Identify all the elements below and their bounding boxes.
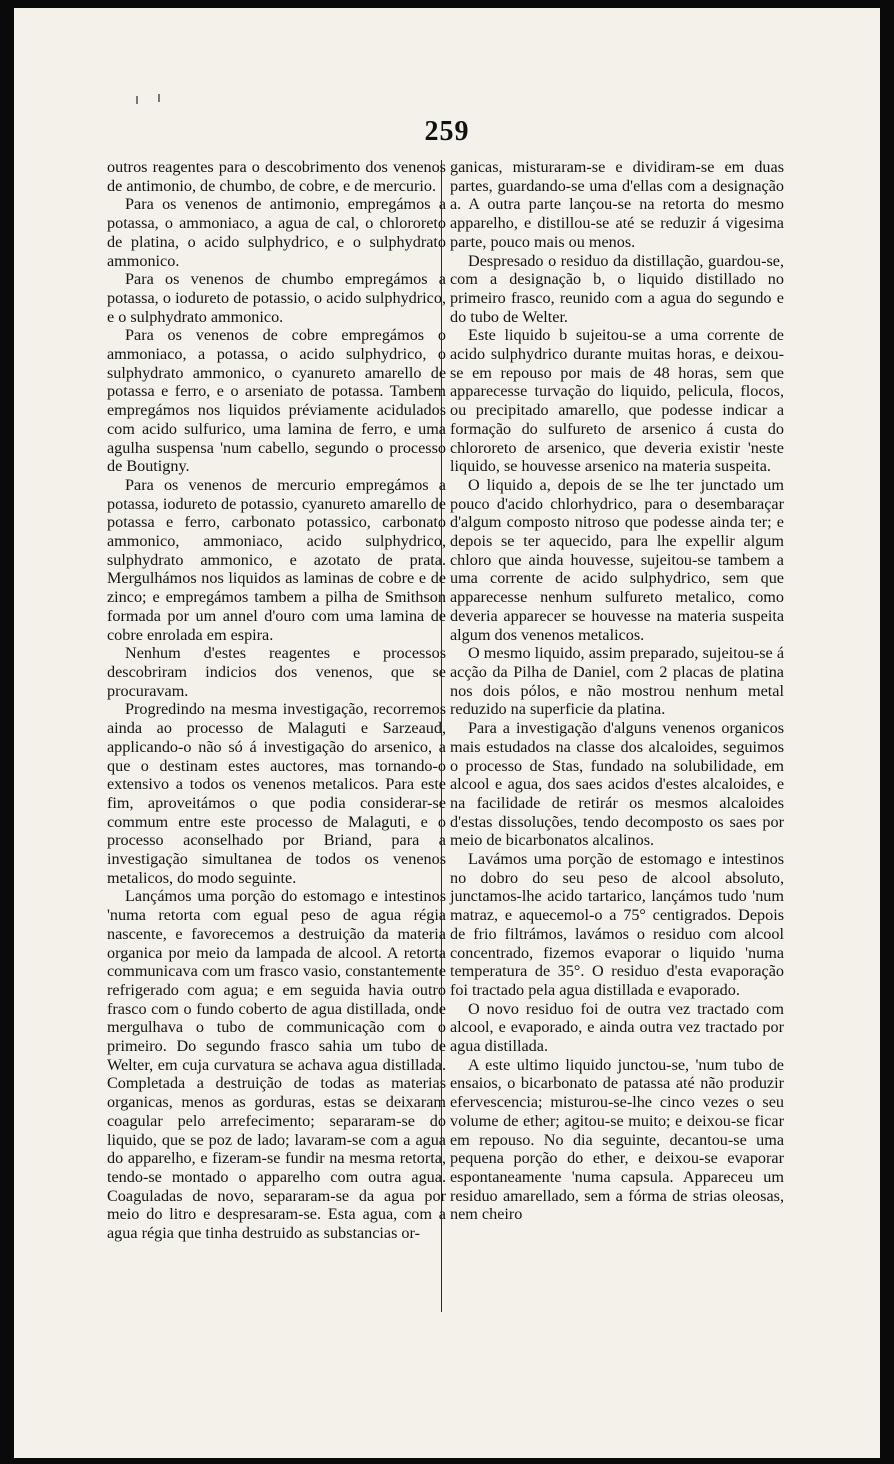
paragraph: Despresado o residuo da distillação, guardou-se, com a designação b, o liquido distillado no primeiro frasco, reunido com a agua do segundo e do tubo de Welter. <box>450 251 784 326</box>
paragraph: A este ultimo liquido junctou-se, 'num tubo de ensaios, o bicarbonato de patassa até não produzir efervescencia; misturou-se-lhe cinco vezes o seu volume de ether; agitou-se muito; e deixou-se ficar em repouso. No dia seguinte, decantou-se uma pequena porção do ether, e deixou-se evaporar espontaneamente 'numa capsula. Appareceu um residuo amarellado, sem a fórma de strias oleosas, nem cheiro <box>450 1055 784 1224</box>
paragraph: O liquido a, depois de se lhe ter junctado um pouco d'acido chlorhydrico, para o desembaraçar d'algum composto nitroso que podesse ainda ter; e depois se ter aquecido, para lhe expellir algum chloro que ainda houvesse, sujeitou-se tambem a uma corrente de acido sulphydrico, sem que apparecesse nenhum sulfureto metalico, como deveria apparecer se houvesse na materia suspeita algum dos venenos metalicos. <box>450 475 784 644</box>
paragraph: Para os venenos de mercurio empregámos a potassa, iodureto de potassio, cyanureto amarello de potassa e ferro, carbonato potassico, carbonato ammonico, ammoniaco, acido sulphydrico, sulphydrato ammonico, e azotato de prata. Mergulhámos nos liquidos as laminas de cobre e de zinco; e empregámos tambem a pilha de Smithson formada por um annel d'ouro com uma lamina de cobre enrolada em espira. <box>107 475 446 644</box>
paragraph: outros reagentes para o descobrimento dos venenos de antimonio, de chumbo, de cobre, e de mercurio. <box>107 158 446 195</box>
paragraph: O novo residuo foi de outra vez tractado com alcool, e evaporado, e ainda outra vez tractado por agua distillada. <box>450 999 784 1056</box>
paragraph: Para a investigação d'alguns venenos organicos mais estudados na classe dos alcaloides, seguimos o processo de Stas, fundado na solubilidade, em alcool e agua, dos saes acidos d'estes alcaloides, e na facilidade de retirár os mesmos alcaloides d'estas dissoluções, tendo decomposto os saes por meio de bicarbonatos alcalinos. <box>450 719 784 850</box>
right-text-column <box>450 158 784 1224</box>
paragraph: Lançámos uma porção do estomago e intestinos 'numa retorta com egual peso de agua régia nascente, e favorecemos a destruição da materia organica por meio da lampada de alcool. A retorta communicava com um frasco vasio, constantemente refrigerado com agua; e em seguida havia outro frasco com o fundo coberto de agua distillada, onde mergulhava o tubo de communicação com o primeiro. Do segundo frasco sahia um tubo de Welter, em cuja curvatura se achava agua distillada. Completada a destruição de todas as materias organicas, menos as gorduras, estas se deixaram coagular pelo arrefecimento; separaram-se do liquido, que se poz de lado; lavaram-se com a agua do apparelho, e fizeram-se fundir na mesma retorta, tendo-se montado o apparelho com outra agua. Coaguladas de novo, separaram-se da agua por meio do litro e despresaram-se. Esta agua, com a agua régia que tinha destruido as substancias or- <box>107 887 446 1243</box>
book-page <box>14 8 880 1458</box>
paragraph: O mesmo liquido, assim preparado, sujeitou-se á acção da Pilha de Daniel, com 2 placas de platina nos dois pólos, e não mostrou nenhum metal reduzido na superficie da platina. <box>450 644 784 719</box>
print-speck <box>158 94 160 102</box>
page-number: 259 <box>424 116 470 147</box>
paragraph: ganicas, misturaram-se e dividiram-se em duas partes, guardando-se uma d'ellas com a designação a. A outra parte lançou-se na retorta do mesmo apparelho, e distillou-se até se reduzir á vigesima parte, pouco mais ou menos. <box>450 158 784 251</box>
paragraph: Para os venenos de antimonio, empregámos a potassa, o ammoniaco, a agua de cal, o chlororeto de platina, o acido sulphydrico, e o sulphydrato ammonico. <box>107 195 446 270</box>
print-speck <box>136 96 138 104</box>
paragraph: Progredindo na mesma investigação, recorremos ainda ao processo de Malaguti e Sarzeaud, applicando-o não só á investigação do arsenico, a que o destinam estes auctores, mas tornando-o extensivo a todos os venenos metalicos. Para este fim, aproveitámos o que podia considerar-se commum entre este processo de Malaguti, e o processo aconselhado por Briand, para a investigação simultanea de todos os venenos metalicos, do modo seguinte. <box>107 700 446 887</box>
left-text-column <box>107 158 446 1243</box>
paragraph: Para os venenos de chumbo empregámos a potassa, o iodureto de potassio, o acido sulphydrico, e o sulphydrato ammonico. <box>107 270 446 326</box>
paragraph: Nenhum d'estes reagentes e processos descobriram indicios dos venenos, que se procuravam. <box>107 644 446 700</box>
paragraph: Este liquido b sujeitou-se a uma corrente de acido sulphydrico durante muitas horas, e deixou-se em repouso por mais de 48 horas, sem que apparecesse turvação do liquido, pelicula, flocos, ou precipitado amarello, que podesse indicar a formação do sulfureto de arsenico á custa do chlororeto de arsenico, que deveria existir 'neste liquido, se houvesse arsenico na materia suspeita. <box>450 326 784 476</box>
paragraph: Para os venenos de cobre empregámos o ammoniaco, a potassa, o acido sulphydrico, o sulphydrato ammonico, o cyanureto amarello de potassa e ferro, e o arseniato de potassa. Tambem empregámos nos liquidos préviamente acidulados com acido sulfurico, uma lamina de ferro, e uma agulha suspensa 'num cabello, segundo o processo de Boutigny. <box>107 326 446 476</box>
paragraph: Lavámos uma porção de estomago e intestinos no dobro do seu peso de alcool absoluto, junctamos-lhe acido tartarico, lançámos tudo 'num matraz, e aquecemol-o a 75° centigrados. Depois de frio filtrámos, lavámos o residuo com alcool concentrado, fizemos evaporar o liquido 'numa temperatura de 35°. O residuo d'esta evaporação foi tractado pela agua distillada e evaporado. <box>450 850 784 999</box>
